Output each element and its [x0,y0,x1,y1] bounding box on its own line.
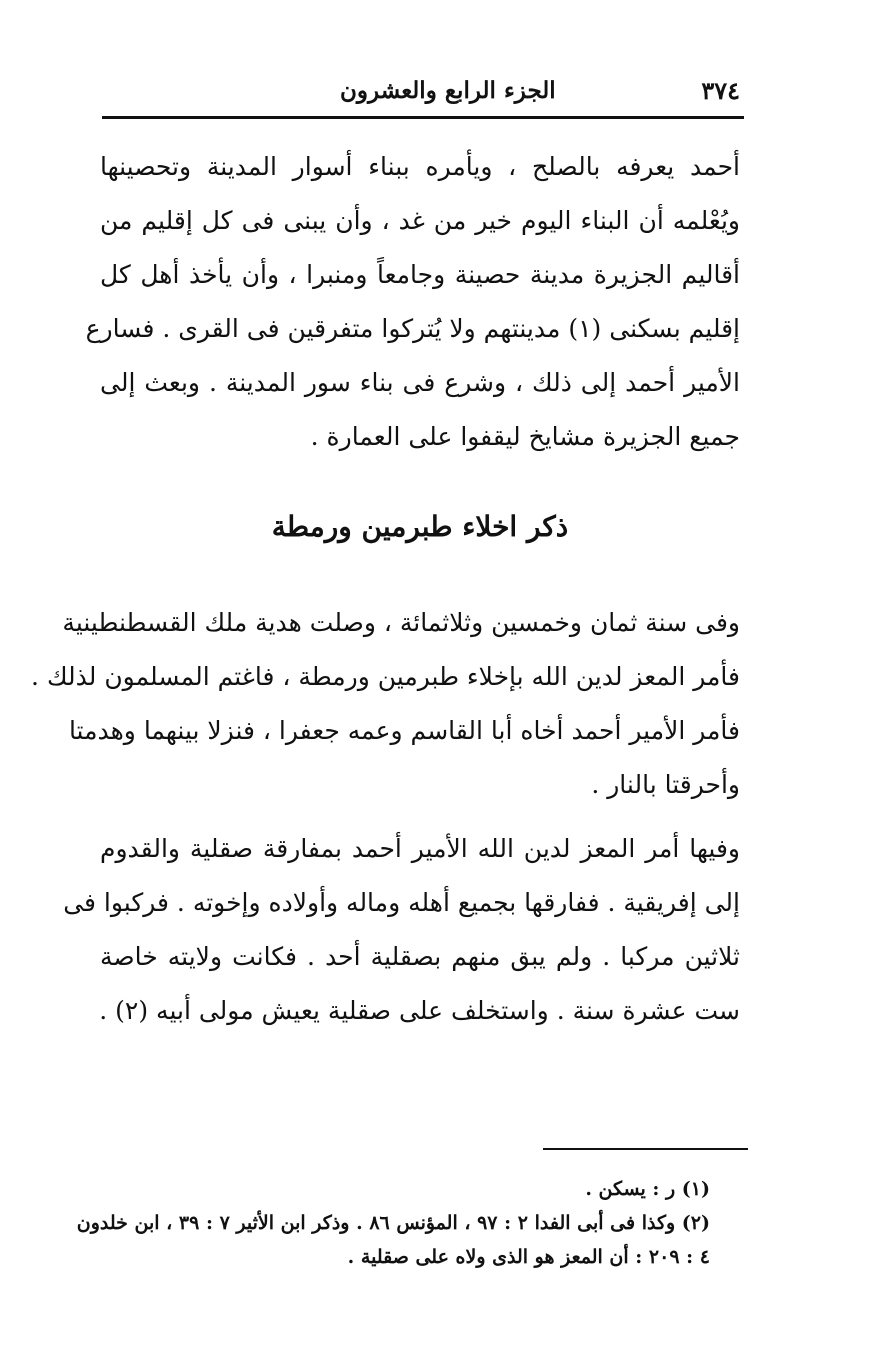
section-heading: ذكر اخلاء طبرمين ورمطة [271,510,569,543]
text-line: فأمر الأمير أحمد أخاه أبا القاسم وعمه جعفرا ، فنزلا بينهما وهدمتا [68,716,740,745]
text-line: وأحرقتا بالنار . [591,770,740,799]
page-header [100,70,740,110]
text-line: إلى إفريقية . ففارقها بجميع أهله وماله وأولاده وإخوته . فركبوا فى [63,888,740,917]
text-line: وفى سنة ثمان وخمسين وثلاثمائة ، وصلت هدية ملك القسطنطينية [62,608,740,637]
page-number: ٣٧٤ [701,75,740,105]
footnote-rule [543,1148,748,1150]
text-line: الأمير أحمد إلى ذلك ، وشرع فى بناء سور المدينة . وبعث إلى [100,368,740,397]
text-line: جميع الجزيرة مشايخ ليقفوا على العمارة . [310,422,740,451]
paragraph-2 [31,596,740,812]
footnote-2: (٢) وكذا فى أبى الفدا ٢ : ٩٧ ، المؤنس ٨٦ . وذكر ابن الأثير ٧ : ٣٩ ، ابن خلدون [76,1212,710,1234]
text-line: أحمد يعرفه بالصلح ، ويأمره ببناء أسوار المدينة وتحصينها [100,152,740,181]
text-line: وفيها أمر المعز لدين الله الأمير أحمد بمفارقة صقلية والقدوم [100,834,740,863]
footnote-1: (١) ر : يسكن . [585,1178,710,1200]
footnote-2-continued: ٤ : ٢٠٩ : أن المعز هو الذى ولاه على صقلية . [347,1246,710,1268]
text-line: ثلاثين مركبا . ولم يبق منهم بصقلية أحد . فكانت ولايته خاصة [100,942,740,971]
text-line: فأمر المعز لدين الله بإخلاء طبرمين ورمطة ، فاغتم المسلمون لذلك . [31,662,740,691]
paragraph-3 [63,822,740,1038]
header-rule [102,116,744,119]
running-title: الجزء الرابع والعشرون [340,76,556,104]
paragraph-1 [85,140,740,464]
text-line: ست عشرة سنة . واستخلف على صقلية يعيش مولى أبيه (٢) . [99,996,740,1025]
text-line: ويُعْلمه أن البناء اليوم خير من غد ، وأن يبنى فى كل إقليم من [100,206,740,235]
text-line: إقليم بسكنى (١) مدينتهم ولا يُتركوا متفرقين فى القرى . فسارع [85,314,740,343]
text-line: أقاليم الجزيرة مدينة حصينة وجامعاً ومنبرا ، وأن يأخذ أهل كل [100,260,740,289]
footnotes [76,1172,710,1274]
